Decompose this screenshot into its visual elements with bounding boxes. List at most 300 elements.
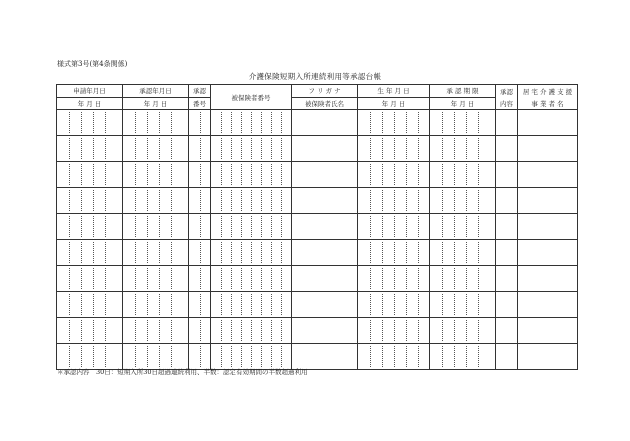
dotted-guide-line: [231, 294, 232, 315]
dotted-guide-line: [466, 242, 467, 263]
dotted-guide-line: [454, 112, 455, 133]
dotted-guide-line: [406, 346, 407, 367]
dotted-guide-line: [382, 320, 383, 341]
dotted-guide-line: [200, 320, 201, 341]
dotted-guide-line: [241, 346, 242, 367]
ledger-row: [57, 240, 578, 266]
dotted-guide-line: [454, 294, 455, 315]
dotted-guide-line: [442, 138, 443, 159]
dotted-guide-line: [281, 268, 282, 289]
dotted-guide-line: [394, 294, 395, 315]
dotted-guide-line: [251, 112, 252, 133]
ledger-row: [57, 188, 578, 214]
dotted-guide-line: [454, 320, 455, 341]
header-period-ymd: 年 月 日: [430, 97, 496, 110]
dotted-guide-line: [418, 112, 419, 133]
dotted-guide-line: [370, 320, 371, 341]
ledger-cell: [496, 136, 518, 162]
dotted-guide-line: [394, 112, 395, 133]
dotted-guide-line: [466, 216, 467, 237]
ledger-cell: [292, 188, 358, 214]
dotted-guide-line: [394, 320, 395, 341]
ledger-cell: [358, 110, 430, 136]
header-care-support-bottom: 事 業 者 名: [518, 97, 578, 110]
ledger-cell: [518, 214, 578, 240]
ledger-cell: [430, 136, 496, 162]
dotted-guide-line: [200, 268, 201, 289]
dotted-guide-line: [382, 268, 383, 289]
dotted-guide-line: [442, 164, 443, 185]
dotted-guide-line: [370, 164, 371, 185]
dotted-guide-line: [81, 112, 82, 133]
ledger-cell: [496, 240, 518, 266]
ledger-cell: [189, 214, 211, 240]
ledger-cell: [358, 162, 430, 188]
dotted-guide-line: [171, 242, 172, 263]
dotted-guide-line: [147, 242, 148, 263]
dotted-guide-line: [147, 190, 148, 211]
ledger-cell: [189, 136, 211, 162]
dotted-guide-line: [147, 320, 148, 341]
dotted-guide-line: [466, 112, 467, 133]
dotted-guide-line: [442, 294, 443, 315]
ledger-cell: [57, 110, 123, 136]
ledger-row: [57, 162, 578, 188]
dotted-guide-line: [478, 294, 479, 315]
dotted-guide-line: [241, 138, 242, 159]
ledger-cell: [189, 292, 211, 318]
dotted-guide-line: [442, 320, 443, 341]
dotted-guide-line: [171, 190, 172, 211]
ledger-cell: [211, 214, 292, 240]
dotted-guide-line: [454, 216, 455, 237]
dotted-guide-line: [261, 164, 262, 185]
ledger-cell: [211, 188, 292, 214]
dotted-guide-line: [261, 112, 262, 133]
dotted-guide-line: [478, 242, 479, 263]
ledger-cell: [211, 136, 292, 162]
dotted-guide-line: [466, 190, 467, 211]
dotted-guide-line: [231, 138, 232, 159]
ledger-cell: [189, 188, 211, 214]
dotted-guide-line: [442, 242, 443, 263]
dotted-guide-line: [69, 190, 70, 211]
ledger-cell: [358, 188, 430, 214]
dotted-guide-line: [69, 268, 70, 289]
header-row-bottom: [57, 97, 578, 110]
dotted-guide-line: [81, 242, 82, 263]
dotted-guide-line: [93, 346, 94, 367]
ledger-cell: [57, 292, 123, 318]
dotted-guide-line: [281, 190, 282, 211]
ledger-cell: [496, 344, 518, 370]
dotted-guide-line: [454, 242, 455, 263]
dotted-guide-line: [81, 268, 82, 289]
dotted-guide-line: [69, 320, 70, 341]
dotted-guide-line: [478, 216, 479, 237]
dotted-guide-line: [147, 268, 148, 289]
dotted-guide-line: [466, 346, 467, 367]
ledger-cell: [57, 214, 123, 240]
dotted-guide-line: [93, 242, 94, 263]
dotted-guide-line: [93, 268, 94, 289]
dotted-guide-line: [93, 190, 94, 211]
dotted-guide-line: [271, 346, 272, 367]
dotted-guide-line: [382, 164, 383, 185]
dotted-guide-line: [147, 216, 148, 237]
dotted-guide-line: [105, 190, 106, 211]
dotted-guide-line: [251, 268, 252, 289]
dotted-guide-line: [93, 216, 94, 237]
dotted-guide-line: [135, 112, 136, 133]
dotted-guide-line: [442, 216, 443, 237]
ledger-cell: [430, 318, 496, 344]
ledger-cell: [189, 266, 211, 292]
dotted-guide-line: [171, 268, 172, 289]
dotted-guide-line: [241, 164, 242, 185]
dotted-guide-line: [81, 346, 82, 367]
ledger-cell: [496, 266, 518, 292]
dotted-guide-line: [370, 268, 371, 289]
dotted-guide-line: [394, 346, 395, 367]
ledger-cell: [189, 110, 211, 136]
dotted-guide-line: [105, 294, 106, 315]
dotted-guide-line: [93, 112, 94, 133]
ledger-cell: [189, 240, 211, 266]
header-care-support-top: 居 宅 介 護 支 援: [518, 85, 578, 98]
dotted-guide-line: [454, 164, 455, 185]
dotted-guide-line: [418, 294, 419, 315]
dotted-guide-line: [271, 112, 272, 133]
ledger-cell: [123, 344, 189, 370]
dotted-guide-line: [200, 242, 201, 263]
dotted-guide-line: [394, 164, 395, 185]
dotted-guide-line: [200, 138, 201, 159]
dotted-guide-line: [478, 138, 479, 159]
dotted-guide-line: [105, 320, 106, 341]
dotted-guide-line: [382, 190, 383, 211]
ledger-cell: [496, 214, 518, 240]
ledger-cell: [123, 136, 189, 162]
ledger-cell: [57, 266, 123, 292]
dotted-guide-line: [370, 216, 371, 237]
dotted-guide-line: [478, 112, 479, 133]
ledger-cell: [292, 266, 358, 292]
dotted-guide-line: [478, 164, 479, 185]
ledger-cell: [518, 136, 578, 162]
dotted-guide-line: [231, 320, 232, 341]
ledger-cell: [430, 344, 496, 370]
ledger-cell: [430, 292, 496, 318]
dotted-guide-line: [200, 190, 201, 211]
dotted-guide-line: [231, 242, 232, 263]
dotted-guide-line: [281, 346, 282, 367]
header-application-ymd: 年 月 日: [57, 97, 123, 110]
dotted-guide-line: [159, 164, 160, 185]
form-number: 様式第3号(第4条関係): [57, 60, 128, 68]
dotted-guide-line: [135, 268, 136, 289]
dotted-guide-line: [271, 216, 272, 237]
dotted-guide-line: [221, 346, 222, 367]
dotted-guide-line: [81, 164, 82, 185]
dotted-guide-line: [418, 346, 419, 367]
dotted-guide-line: [171, 164, 172, 185]
dotted-guide-line: [478, 346, 479, 367]
ledger-cell: [518, 318, 578, 344]
ledger-cell: [123, 266, 189, 292]
dotted-guide-line: [418, 138, 419, 159]
dotted-guide-line: [382, 242, 383, 263]
dotted-guide-line: [200, 346, 201, 367]
dotted-guide-line: [281, 294, 282, 315]
dotted-guide-line: [406, 190, 407, 211]
dotted-guide-line: [261, 346, 262, 367]
ledger-cell: [211, 240, 292, 266]
document-title: 介護保険短期入所連続利用等承認台帳: [248, 72, 382, 81]
dotted-guide-line: [251, 190, 252, 211]
ledger-row: [57, 136, 578, 162]
dotted-guide-line: [135, 138, 136, 159]
dotted-guide-line: [281, 242, 282, 263]
dotted-guide-line: [159, 320, 160, 341]
ledger-cell: [123, 162, 189, 188]
dotted-guide-line: [200, 294, 201, 315]
ledger-cell: [496, 292, 518, 318]
ledger-cell: [57, 162, 123, 188]
dotted-guide-line: [105, 216, 106, 237]
dotted-guide-line: [394, 242, 395, 263]
dotted-guide-line: [81, 190, 82, 211]
dotted-guide-line: [478, 268, 479, 289]
dotted-guide-line: [251, 320, 252, 341]
dotted-guide-line: [261, 268, 262, 289]
header-approval-ymd: 年 月 日: [123, 97, 189, 110]
header-application-date: 申請年月日: [57, 85, 123, 98]
ledger-cell: [496, 318, 518, 344]
header-approval-number-bottom: 番号: [189, 97, 211, 110]
dotted-guide-line: [81, 138, 82, 159]
ledger-cell: [292, 240, 358, 266]
dotted-guide-line: [69, 216, 70, 237]
dotted-guide-line: [241, 242, 242, 263]
ledger-cell: [292, 292, 358, 318]
ledger-cell: [211, 318, 292, 344]
ledger-cell: [57, 240, 123, 266]
dotted-guide-line: [159, 138, 160, 159]
ledger-cell: [518, 266, 578, 292]
dotted-guide-line: [81, 320, 82, 341]
ledger-cell: [358, 266, 430, 292]
dotted-guide-line: [261, 216, 262, 237]
dotted-guide-line: [406, 242, 407, 263]
dotted-guide-line: [442, 346, 443, 367]
dotted-guide-line: [406, 294, 407, 315]
dotted-guide-line: [221, 190, 222, 211]
dotted-guide-line: [394, 216, 395, 237]
dotted-guide-line: [271, 268, 272, 289]
dotted-guide-line: [159, 190, 160, 211]
dotted-guide-line: [105, 268, 106, 289]
dotted-guide-line: [159, 294, 160, 315]
dotted-guide-line: [221, 242, 222, 263]
dotted-guide-line: [406, 164, 407, 185]
dotted-guide-line: [241, 216, 242, 237]
ledger-cell: [57, 136, 123, 162]
dotted-guide-line: [135, 216, 136, 237]
dotted-guide-line: [370, 242, 371, 263]
dotted-guide-line: [418, 164, 419, 185]
dotted-guide-line: [147, 112, 148, 133]
dotted-guide-line: [382, 138, 383, 159]
dotted-guide-line: [93, 164, 94, 185]
dotted-guide-line: [221, 294, 222, 315]
dotted-guide-line: [271, 190, 272, 211]
ledger-cell: [189, 162, 211, 188]
dotted-guide-line: [370, 112, 371, 133]
dotted-guide-line: [159, 216, 160, 237]
ledger-cell: [358, 214, 430, 240]
dotted-guide-line: [147, 346, 148, 367]
dotted-guide-line: [159, 268, 160, 289]
dotted-guide-line: [406, 138, 407, 159]
dotted-guide-line: [454, 190, 455, 211]
dotted-guide-line: [221, 138, 222, 159]
dotted-guide-line: [394, 138, 395, 159]
dotted-guide-line: [271, 164, 272, 185]
dotted-guide-line: [406, 320, 407, 341]
dotted-guide-line: [135, 190, 136, 211]
header-approval-date: 承認年月日: [123, 85, 189, 98]
ledger-cell: [430, 214, 496, 240]
dotted-guide-line: [231, 190, 232, 211]
dotted-guide-line: [271, 138, 272, 159]
dotted-guide-line: [231, 268, 232, 289]
ledger-cell: [292, 162, 358, 188]
ledger-cell: [211, 110, 292, 136]
dotted-guide-line: [147, 164, 148, 185]
ledger-cell: [123, 110, 189, 136]
ledger-cell: [518, 344, 578, 370]
dotted-guide-line: [147, 138, 148, 159]
dotted-guide-line: [135, 346, 136, 367]
dotted-guide-line: [271, 242, 272, 263]
dotted-guide-line: [241, 112, 242, 133]
ledger-cell: [189, 318, 211, 344]
dotted-guide-line: [147, 294, 148, 315]
dotted-guide-line: [251, 138, 252, 159]
dotted-guide-line: [281, 138, 282, 159]
dotted-guide-line: [418, 268, 419, 289]
dotted-guide-line: [93, 138, 94, 159]
approval-content-note: ＊承認内容 30日：短期入所30日超過連続利用、半数：認定有効期間の半数超過利用: [57, 368, 308, 376]
ledger-body: [57, 110, 578, 370]
dotted-guide-line: [370, 190, 371, 211]
ledger-cell: [211, 162, 292, 188]
dotted-guide-line: [251, 294, 252, 315]
dotted-guide-line: [159, 242, 160, 263]
dotted-guide-line: [135, 320, 136, 341]
dotted-guide-line: [406, 216, 407, 237]
dotted-guide-line: [221, 164, 222, 185]
dotted-guide-line: [454, 268, 455, 289]
dotted-guide-line: [231, 346, 232, 367]
dotted-guide-line: [221, 216, 222, 237]
ledger-cell: [123, 318, 189, 344]
dotted-guide-line: [466, 320, 467, 341]
header-insured-number: 被保険者番号: [211, 85, 292, 110]
dotted-guide-line: [105, 346, 106, 367]
ledger-row: [57, 266, 578, 292]
dotted-guide-line: [370, 294, 371, 315]
dotted-guide-line: [261, 242, 262, 263]
dotted-guide-line: [171, 346, 172, 367]
ledger-cell: [430, 188, 496, 214]
dotted-guide-line: [466, 294, 467, 315]
dotted-guide-line: [69, 294, 70, 315]
ledger-cell: [292, 318, 358, 344]
dotted-guide-line: [261, 190, 262, 211]
dotted-guide-line: [159, 112, 160, 133]
dotted-guide-line: [135, 294, 136, 315]
dotted-guide-line: [261, 294, 262, 315]
ledger-cell: [292, 344, 358, 370]
dotted-guide-line: [241, 190, 242, 211]
dotted-guide-line: [241, 268, 242, 289]
ledger-cell: [518, 240, 578, 266]
dotted-guide-line: [370, 346, 371, 367]
ledger-cell: [518, 188, 578, 214]
dotted-guide-line: [81, 216, 82, 237]
ledger-cell: [496, 110, 518, 136]
ledger-cell: [211, 266, 292, 292]
ledger-cell: [358, 292, 430, 318]
ledger-cell: [57, 344, 123, 370]
ledger-cell: [57, 188, 123, 214]
dotted-guide-line: [394, 190, 395, 211]
ledger-cell: [123, 214, 189, 240]
dotted-guide-line: [251, 164, 252, 185]
ledger-row: [57, 110, 578, 136]
dotted-guide-line: [418, 320, 419, 341]
header-approval-content-bottom: 内容: [496, 97, 518, 110]
dotted-guide-line: [171, 294, 172, 315]
dotted-guide-line: [382, 216, 383, 237]
dotted-guide-line: [251, 216, 252, 237]
ledger-cell: [292, 136, 358, 162]
dotted-guide-line: [406, 112, 407, 133]
ledger-cell: [358, 318, 430, 344]
dotted-guide-line: [241, 294, 242, 315]
ledger-cell: [518, 292, 578, 318]
header-furigana: フ リ ガ ナ: [292, 85, 358, 98]
ledger-cell: [518, 110, 578, 136]
dotted-guide-line: [382, 346, 383, 367]
ledger-cell: [430, 110, 496, 136]
header-approval-number-top: 承認: [189, 85, 211, 98]
dotted-guide-line: [466, 268, 467, 289]
dotted-guide-line: [370, 138, 371, 159]
dotted-guide-line: [171, 320, 172, 341]
ledger-cell: [211, 292, 292, 318]
dotted-guide-line: [69, 164, 70, 185]
dotted-guide-line: [251, 242, 252, 263]
ledger-cell: [189, 344, 211, 370]
dotted-guide-line: [93, 320, 94, 341]
header-insured-name: 被保険者氏名: [292, 97, 358, 110]
dotted-guide-line: [200, 112, 201, 133]
dotted-guide-line: [418, 190, 419, 211]
dotted-guide-line: [69, 242, 70, 263]
